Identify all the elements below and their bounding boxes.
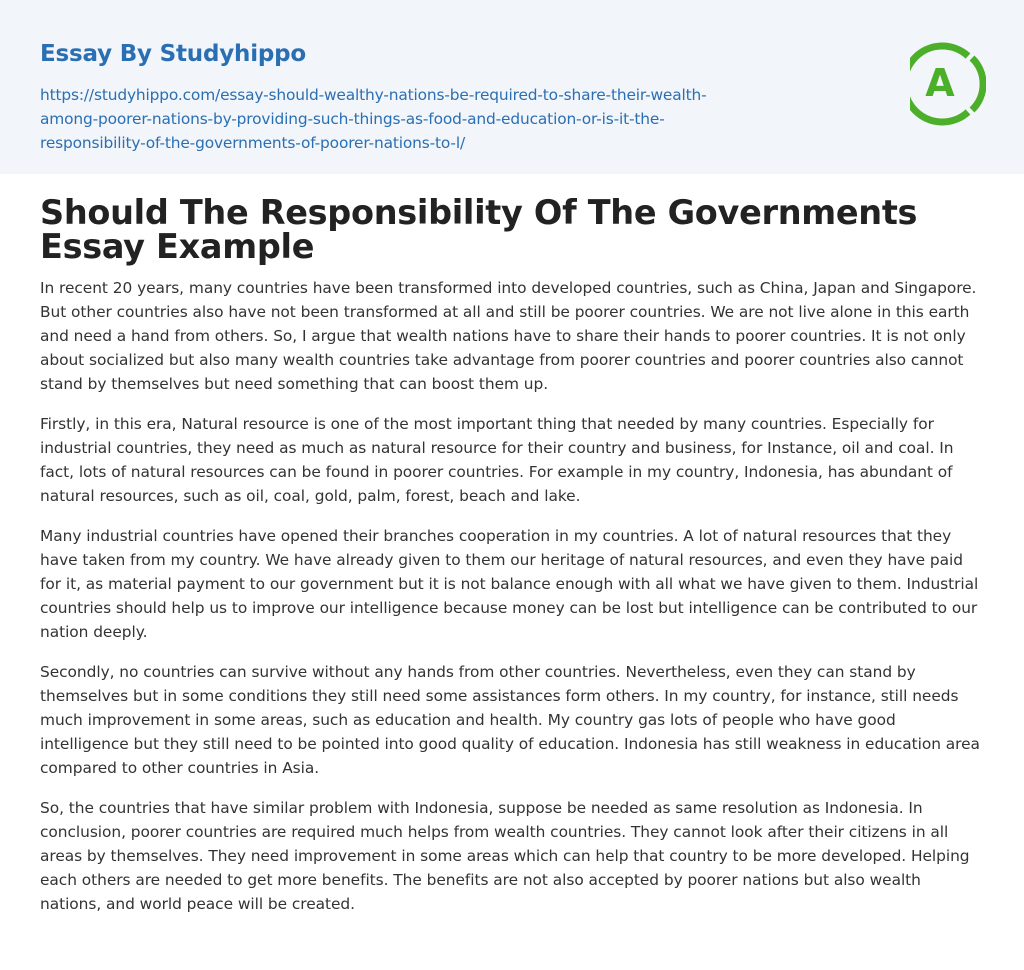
- page-title: [40, 193, 984, 266]
- url-line: https://studyhippo.com/essay-should-wealthy-nations-be-required-to-share-their-wealth-: [40, 86, 707, 104]
- title-line: Essay Example: [40, 227, 315, 266]
- article: [40, 193, 984, 916]
- paragraph: Firstly, in this era, Natural resource is one of the most important thing that needed by many countries. Especially for industrial countries, they need as much as natural resource for their country and business, for Instance, oil and coal. In fact, lots of natural resources can be found in poorer countries. For example in my country, Indonesia, has abundant of natural resources, such as oil, coal, gold, palm, forest, beach and lake.: [40, 415, 954, 505]
- logo-letter: A: [925, 61, 955, 105]
- url-line: responsibility-of-the-governments-of-poorer-nations-to-l/: [40, 134, 466, 152]
- paragraph: Many industrial countries have opened their branches cooperation in my countries. A lot of natural resources that they have taken from my country. We have already given to them our heritage of natural resources, and even they have paid for it, as material payment to our government but it is not balance enough with all what we have given to them. Industrial countries should help us to improve our intelligence because money can be lost but intelligence can be contributed to our nation deeply.: [40, 527, 979, 641]
- brand-title[interactable]: Essay By Studyhippo: [40, 41, 307, 67]
- site-header: [0, 0, 1024, 174]
- paragraph: Secondly, no countries can survive without any hands from other countries. Nevertheless, even they can stand by themselves but in some conditions they still need some assistances form others. In my country, for instance, still needs much improvement in some areas, such as education and health. My country gas lots of people who have good intelligence but they still need to be pointed into good quality of education. Indonesia has still weakness in education area compared to other countries in Asia.: [40, 663, 980, 777]
- studyhippo-logo-icon[interactable]: [910, 40, 986, 128]
- url-line: among-poorer-nations-by-providing-such-things-as-food-and-education-or-is-it-the-: [40, 110, 665, 128]
- paragraph: In recent 20 years, many countries have been transformed into developed countries, such as China, Japan and Singapore. But other countries also have not been transformed at all and still be poorer countries. We are not live alone in this earth and need a hand from others. So, I argue that wealth nations have to share their hands to poorer countries. It is not only about socialized but also many wealth countries take advantage from poorer countries and poorer countries also cannot stand by themselves but need something that can boost them up.: [40, 279, 977, 393]
- source-url-link[interactable]: [40, 83, 800, 155]
- title-line: Should The Responsibility Of The Governments: [40, 193, 918, 232]
- paragraph: So, the countries that have similar problem with Indonesia, suppose be needed as same resolution as Indonesia. In conclusion, poorer countries are required much helps from wealth countries. They cannot look after their citizens in all areas by themselves. They need improvement in some areas which can help that country to be more developed. Helping each others are needed to get more benefits. The benefits are not also accepted by poorer nations but also wealth nations, and world peace will be created.: [40, 799, 970, 913]
